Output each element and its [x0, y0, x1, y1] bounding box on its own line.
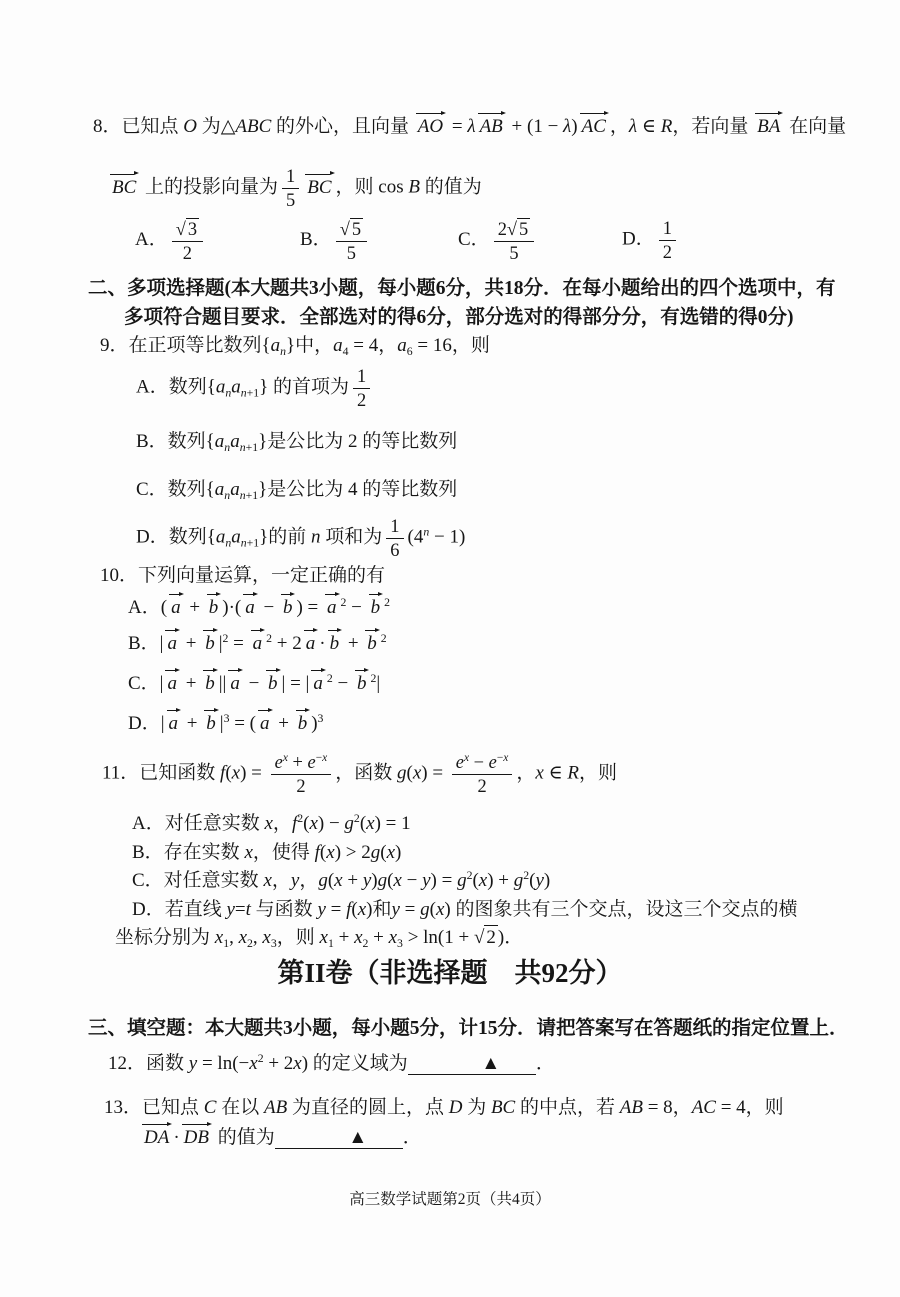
question-8-option-b: B． $\frac{√ 5}{5}$: [300, 218, 371, 263]
question-11-option-d-line-1: D．若直线 y=t 与函数 y = f(x)和y = g(x) 的图象共有三个交点，设这三个交点的横: [132, 899, 798, 920]
vector-overarrow: BA: [754, 115, 783, 140]
question-8-option-d: D． $\frac{1}{2}$: [622, 218, 680, 262]
vector-overarrow: b: [354, 672, 370, 697]
vector-overarrow: a: [324, 596, 340, 621]
section-3-heading: 三、填空题：本大题共3小题，每小题5分，计15分．请把答案写在答题纸的指定位置上．: [88, 1018, 849, 1039]
vector-overarrow: b: [202, 672, 218, 697]
question-10-option-b: B．| a + b $|^2 = a$ $^2$ + 2 a · b + b $^2$: [128, 632, 387, 657]
answer-blank: ▲: [408, 1054, 536, 1075]
question-8-option-a: A． $\frac{√ 3}{2}$: [135, 218, 207, 263]
question-13-line-1: 13．已知点 C 在以 AB 为直径的圆上，点 D 为 BC 的中点，若 AB = 8，AC = 4，则: [104, 1097, 784, 1118]
question-9-option-d: D．数列$\{a_na_{n+1}\}$的前 n 项和为 $\frac{1}{6}$ $(4^n - 1)$: [136, 516, 466, 560]
vector-overarrow: a: [166, 712, 182, 737]
vector-overarrow: AB: [477, 115, 506, 140]
section-2-heading-line-1: 二、多项选择题(本大题共3小题，每小题6分，共18分．在每小题给出的四个选项中，有: [88, 278, 836, 299]
vector-overarrow: b: [280, 596, 296, 621]
question-9-line-1: 9．在正项等比数列$\{a_n\}$中，$a_4 = 4$，$a_6 = 16$，则: [100, 335, 490, 359]
vector-overarrow: BC: [109, 176, 139, 201]
vector-overarrow: BC: [304, 176, 334, 201]
vector-overarrow: a: [303, 632, 319, 657]
question-8-option-c: C． $\frac{2√ 5}{5}$: [458, 218, 538, 263]
question-12-line-1: 12．函数 $y = \ln(-x^2 + 2x)$ 的定义域为 ▲ ．: [108, 1051, 555, 1074]
page-footer: 高三数学试题第2页（共4页）: [349, 1191, 551, 1208]
part-2-title: 第II卷（非选择题 共92分）: [277, 958, 623, 988]
vector-overarrow: b: [327, 632, 343, 657]
question-11-option-a: A．对任意实数 x，$f^2(x) - g^2(x) = 1$: [132, 811, 411, 834]
question-11-line-1: 11．已知函数 f(x) = $\frac{e^x + e^{-x}}{2}$ ，函数 g(x) = $\frac{e^x - e^{-x}}{2}$ ，x ∈ R，则: [102, 752, 618, 796]
vector-overarrow: a: [257, 712, 273, 737]
vector-overarrow: AO: [415, 115, 446, 140]
vector-overarrow: a: [164, 672, 180, 697]
answer-blank: ▲: [275, 1128, 403, 1149]
question-11-option-c: C．对任意实数 x，y，$g(x + y)g(x - y) = g^2(x) + g^2(y)$: [132, 868, 551, 891]
question-9-option-a: A．数列$\{a_na_{n+1}\}$ 的首项为 $\frac{1}{2}$: [136, 366, 374, 410]
vector-overarrow: a: [168, 596, 184, 621]
question-10-title: 10．下列向量运算，一定正确的有: [100, 565, 386, 586]
vector-overarrow: a: [250, 632, 266, 657]
question-10-option-d: D．| a + b $|^3$ = ( a + b )$^3$: [128, 712, 323, 737]
vector-overarrow: b: [295, 712, 311, 737]
section-2-heading-line-2: 多项符合题目要求．全部选对的得6分，部分选对的得部分分，有选错的得0分): [124, 307, 794, 328]
question-11-option-d-line-2: 坐标分别为 $x_1$, $x_2$, $x_3$，则 $x_1 + x_2 + x_3 > \ln(1$ + √ 2 )．: [115, 927, 524, 951]
question-8-line-1: 8．已知点 O 为△ABC 的外心，且向量 AO = λ AB + (1 − λ) AC ，λ ∈ R，若向量 BA 在向量: [93, 115, 846, 140]
vector-overarrow: AC: [579, 115, 609, 140]
question-9-option-c: C．数列$\{a_na_{n+1}\}$是公比为 4 的等比数列: [136, 479, 458, 503]
question-11-option-b: B．存在实数 x，使得 f(x) > 2g(x): [132, 842, 402, 863]
question-9-option-b: B．数列$\{a_na_{n+1}\}$是公比为 2 的等比数列: [136, 431, 458, 455]
vector-overarrow: DA: [141, 1126, 172, 1151]
vector-overarrow: b: [265, 672, 281, 697]
question-8-line-2: BC 上的投影向量为 $\frac{1}{5}$ BC ，则 cos B 的值为: [108, 166, 482, 210]
vector-overarrow: a: [242, 596, 258, 621]
vector-overarrow: a: [310, 672, 326, 697]
vector-overarrow: a: [164, 632, 180, 657]
vector-overarrow: a: [227, 672, 243, 697]
question-10-option-a: A．( a + b )·( a − b ) = a $^2$ − b $^2$: [128, 596, 390, 621]
vector-overarrow: b: [203, 712, 219, 737]
vector-overarrow: DB: [181, 1126, 212, 1151]
vector-overarrow: b: [368, 596, 384, 621]
vector-overarrow: b: [364, 632, 380, 657]
vector-overarrow: b: [202, 632, 218, 657]
question-13-line-2: DA · DB 的值为 ▲ ．: [140, 1126, 422, 1151]
vector-overarrow: b: [206, 596, 222, 621]
question-10-option-c: C．| a + b || a − b | = | a $^2$ − b $^2$|: [128, 672, 380, 697]
